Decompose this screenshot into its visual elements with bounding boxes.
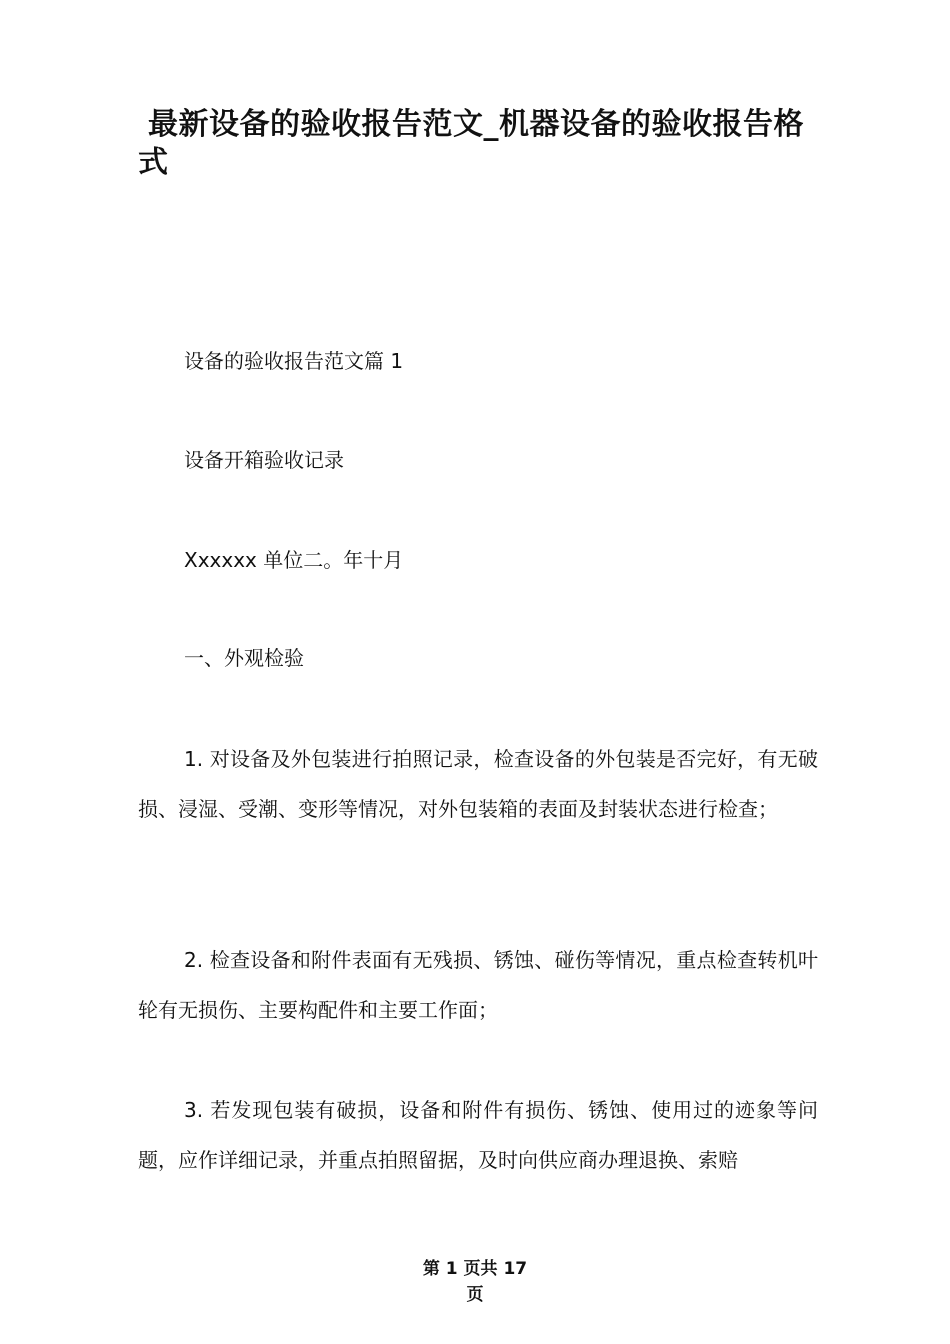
page-number-line2: 页 bbox=[466, 1285, 484, 1305]
page-number-footer bbox=[375, 1256, 575, 1308]
section-heading: 设备的验收报告范文篇 1 bbox=[184, 349, 404, 373]
paragraph-item-3: 3. 若发现包装有破损，设备和附件有损伤、锈蚀、使用过的迹象等问题，应作详细记录，并重点拍照留据，及时向供应商办理退换、索赔 bbox=[138, 1098, 818, 1172]
unit-date-line: Xxxxxx 单位二。年十月 bbox=[184, 548, 404, 572]
page-number-line1: 第 1 页共 17 bbox=[422, 1259, 528, 1279]
paragraph-item-1: 1. 对设备及外包装进行拍照记录，检查设备的外包装是否完好，有无破损、浸湿、受潮、变形等情况，对外包装箱的表面及封装状态进行检查； bbox=[138, 747, 818, 821]
subsection-heading: 一、外观检验 bbox=[184, 646, 304, 670]
record-title: 设备开箱验收记录 bbox=[184, 448, 344, 472]
document-title: 最新设备的验收报告范文_机器设备的验收报告格式 bbox=[138, 107, 804, 180]
paragraph-item-2: 2. 检查设备和附件表面有无残损、锈蚀、碰伤等情况，重点检查转机叶轮有无损伤、主要构配件和主要工作面； bbox=[138, 948, 818, 1022]
